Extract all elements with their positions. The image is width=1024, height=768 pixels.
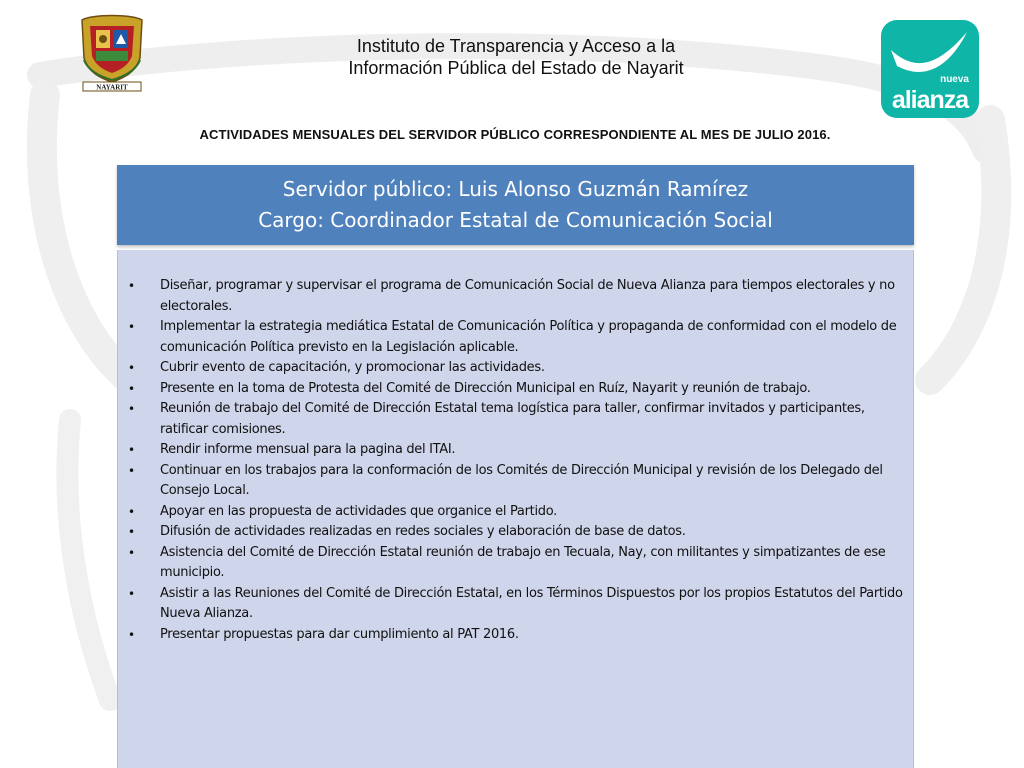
activity-text: Difusión de actividades realizadas en redes sociales y elaboración de base de datos. — [160, 524, 686, 539]
activity-text: Rendir informe mensual para la pagina del ITAI. — [160, 442, 456, 457]
bird-swoosh-icon — [881, 20, 979, 118]
activity-item — [128, 317, 908, 358]
activity-item — [128, 440, 908, 461]
official-position: Cargo: Coordinador Estatal de Comunicación Social — [258, 208, 773, 232]
activity-text: Asistencia del Comité de Dirección Estatal reunión de trabajo en Tecuala, Nay, con militantes y simpatizantes de ese municipio. — [160, 544, 886, 580]
activity-item — [128, 584, 908, 625]
activity-item — [128, 379, 908, 400]
activity-text: Apoyar en las propuesta de actividades que organice el Partido. — [160, 503, 557, 519]
activity-item — [128, 543, 908, 584]
activity-item — [128, 522, 908, 543]
bullet-icon: • — [128, 586, 135, 601]
activity-item — [128, 358, 908, 379]
svg-text:nueva: nueva — [940, 74, 969, 85]
activity-text: Presentar propuestas para dar cumplimiento al PAT 2016. — [160, 626, 519, 642]
svg-text:NAYARIT: NAYARIT — [96, 83, 128, 92]
activity-text: Cubrir evento de capacitación, y promocionar las actividades. — [160, 360, 545, 375]
activity-item — [128, 461, 908, 502]
bullet-icon: • — [128, 402, 135, 416]
activity-text: Continuar en los trabajos para la conformación de los Comités de Dirección Municipal y revisión de los Delegado del Consejo Local. — [160, 462, 883, 498]
nueva-alianza-logo — [881, 20, 979, 118]
activities-list — [128, 276, 908, 645]
activity-item — [128, 502, 908, 523]
institute-title-line-1: Instituto de Transparencia y Acceso a la — [356, 36, 676, 56]
bullet-icon: • — [128, 279, 135, 293]
bullet-icon: • — [128, 381, 135, 396]
svg-text:alianza: alianza — [891, 86, 969, 114]
activity-text: Reunión de trabajo del Comité de Dirección Estatal tema logística para taller, confirmar invitados y participantes, ratificar comisiones. — [160, 401, 865, 437]
bullet-icon: • — [128, 361, 135, 375]
activity-item — [128, 625, 908, 646]
bullet-icon: • — [128, 320, 135, 334]
institute-title — [276, 35, 756, 79]
activity-text: Presente en la toma de Protesta del Comité de Dirección Municipal en Ruíz, Nayarit y reunión de trabajo. — [160, 380, 811, 396]
bullet-icon: • — [128, 545, 135, 560]
bullet-icon: • — [128, 627, 135, 642]
activity-text: Implementar la estrategia mediática Estatal de Comunicación Política y propaganda de conformidad con el modelo de comunicación Política previsto en la Legislación aplicable. — [160, 319, 897, 355]
nayarit-seal-logo — [78, 14, 146, 92]
bullet-icon: • — [128, 525, 135, 539]
activity-text: Diseñar, programar y supervisar el programa de Comunicación Social de Nueva Alianza para tiempos electorales y no electorales. — [160, 278, 895, 314]
coat-of-arms-icon — [78, 14, 146, 92]
bullet-icon: • — [128, 463, 135, 478]
institute-title-line-2: Información Pública del Estado de Nayarit — [348, 58, 684, 78]
activities-content-box — [117, 250, 914, 768]
activities-heading: ACTIVIDADES MENSUALES DEL SERVIDOR PÚBLICO CORRESPONDIENTE AL MES DE JULIO 2016. — [199, 127, 831, 142]
activity-item — [128, 399, 908, 440]
bullet-icon: • — [128, 504, 135, 519]
official-header-box — [117, 165, 914, 245]
activity-text: Asistir a las Reuniones del Comité de Dirección Estatal, en los Términos Dispuestos por los propios Estatutos del Partido Nueva Alianza. — [160, 585, 903, 621]
bullet-icon: • — [128, 443, 135, 457]
activity-item — [128, 276, 908, 317]
official-name: Servidor público: Luis Alonso Guzmán Ramírez — [282, 177, 749, 201]
